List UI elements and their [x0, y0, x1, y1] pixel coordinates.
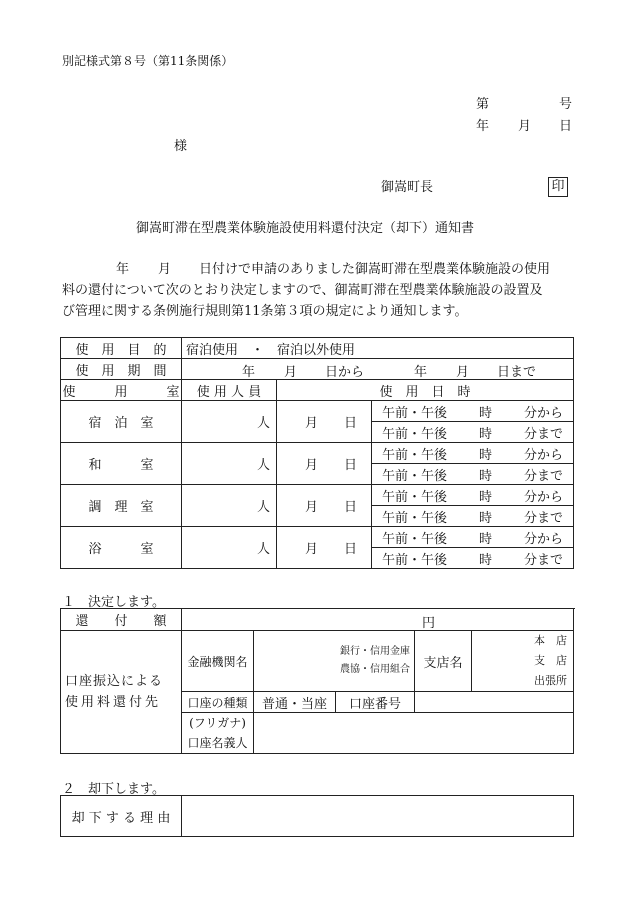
ampm-label: 午前・午後: [382, 426, 448, 442]
refund-amount-row: [61, 609, 574, 631]
hour-unit: 時: [478, 531, 492, 547]
time-from[interactable]: [372, 443, 574, 464]
time-to[interactable]: [372, 548, 574, 569]
date-month-unit: 月: [305, 458, 319, 473]
account-type-value: 普通・当座: [254, 692, 336, 713]
room-date[interactable]: [277, 485, 372, 527]
time-to[interactable]: [372, 464, 574, 485]
furigana-label: (フリガナ): [189, 716, 246, 730]
room-name: 浴 室: [61, 527, 182, 569]
people-unit: 人: [256, 416, 270, 431]
bank-types-2: 農協・信用組合: [340, 664, 410, 675]
body-line2: 料の還付について次のとおり決定しますので、御嵩町滞在型農業体験施設の設置及: [62, 283, 543, 298]
hour-unit: 時: [478, 405, 492, 421]
hour-unit: 時: [478, 510, 492, 526]
ampm-label: 午前・午後: [382, 489, 448, 505]
account-number-label: 口座番号: [336, 692, 415, 713]
usage-table: [60, 337, 574, 401]
refund-table: [60, 608, 574, 754]
hour-unit: 時: [478, 447, 492, 463]
from-label: 分から: [523, 489, 563, 505]
document-title: 御嵩町滞在型農業体験施設使用料還付決定（却下）通知書: [136, 221, 475, 236]
period-month-2: 月: [456, 365, 470, 380]
seal-text: 印: [548, 177, 568, 197]
holder-field[interactable]: [254, 713, 574, 754]
room-header: 使 用 室: [61, 380, 182, 401]
ampm-label: 午前・午後: [382, 468, 448, 484]
to-label: 分まで: [523, 426, 563, 442]
date-month-unit: 月: [305, 542, 319, 557]
bank-types-1: 銀行・信用金庫: [340, 646, 410, 657]
hour-unit: 時: [478, 552, 492, 568]
account-label: [61, 631, 182, 754]
ampm-label: 午前・午後: [382, 405, 448, 421]
period-from: 日から: [325, 365, 365, 380]
period-value: [182, 359, 574, 380]
room-rows-table: [60, 400, 574, 569]
date-day-unit: 日: [343, 458, 357, 473]
period-row: [61, 359, 574, 380]
room-people[interactable]: [182, 401, 277, 443]
date-month: 月: [518, 119, 532, 134]
ampm-label: 午前・午後: [382, 447, 448, 463]
date-day-unit: 日: [343, 542, 357, 557]
room-name: 調 理 室: [61, 485, 182, 527]
time-to[interactable]: [372, 506, 574, 527]
date-day: 日: [559, 119, 573, 134]
branch-name-field[interactable]: [472, 631, 574, 692]
people-unit: 人: [256, 458, 270, 473]
header-row: [61, 380, 574, 401]
time-from[interactable]: [372, 485, 574, 506]
room-people[interactable]: [182, 485, 277, 527]
people-header: 使 用 人 員: [182, 380, 277, 401]
date-day-unit: 日: [343, 416, 357, 431]
branch-name-label: 支店名: [415, 631, 472, 692]
purpose-row: [61, 338, 574, 359]
rejection-row: [61, 796, 574, 837]
people-unit: 人: [256, 500, 270, 515]
period-year-1: 年: [242, 365, 256, 380]
to-label: 分まで: [523, 510, 563, 526]
period-year-2: 年: [414, 365, 428, 380]
date-day-unit: 日: [343, 500, 357, 515]
room-row: [61, 401, 574, 422]
to-label: 分まで: [523, 468, 563, 484]
ampm-label: 午前・午後: [382, 552, 448, 568]
room-date[interactable]: [277, 443, 372, 485]
form-number: 別記様式第８号（第11条関係）: [62, 54, 234, 68]
branch-type-main: 本 店: [534, 634, 567, 647]
date-month-unit: 月: [305, 500, 319, 515]
period-month-1: 月: [284, 365, 298, 380]
body-line3: び管理に関する条例施行規則第11条第３項の規定により通知します。: [62, 304, 468, 319]
body-line1: 日付けで申請のありました御嵩町滞在型農業体験施設の使用: [199, 262, 551, 277]
rejection-reason-field[interactable]: [182, 796, 574, 837]
ampm-label: 午前・午後: [382, 510, 448, 526]
room-row: [61, 443, 574, 464]
room-row: [61, 485, 574, 506]
recipient-sama: 様: [174, 139, 188, 154]
refund-amount-value: [182, 609, 574, 631]
refund-amount-label: 還 付 額: [61, 609, 182, 631]
people-unit: 人: [256, 542, 270, 557]
room-people[interactable]: [182, 443, 277, 485]
hour-unit: 時: [478, 468, 492, 484]
date-year: 年: [476, 119, 490, 134]
ampm-label: 午前・午後: [382, 531, 448, 547]
time-to[interactable]: [372, 422, 574, 443]
room-row: [61, 527, 574, 548]
room-date[interactable]: [277, 527, 372, 569]
body-month: 月: [158, 262, 172, 277]
holder-label: 口座名義人: [187, 736, 248, 750]
room-name: 和 室: [61, 443, 182, 485]
number-gou: 号: [559, 97, 573, 112]
bank-name-label: 金融機関名: [182, 631, 254, 692]
rejection-reason-label: 却 下 す る 理 由: [61, 796, 182, 837]
hour-unit: 時: [478, 426, 492, 442]
date-month-unit: 月: [305, 416, 319, 431]
body-year: 年: [116, 262, 130, 277]
yen-unit: 円: [422, 616, 436, 631]
period-to: 日まで: [497, 365, 537, 380]
bank-name-field[interactable]: [254, 631, 415, 692]
seal-box: [548, 175, 568, 197]
time-from[interactable]: [372, 527, 574, 548]
time-from[interactable]: [372, 401, 574, 422]
account-type-label: 口座の種類: [182, 692, 254, 713]
from-label: 分から: [523, 531, 563, 547]
section2-heading: ２ 却下します。: [62, 782, 165, 797]
rejection-table: [60, 795, 574, 837]
account-number-field[interactable]: [415, 692, 574, 713]
purpose-value: 宿泊使用 ・ 宿泊以外使用: [182, 338, 574, 359]
room-date[interactable]: [277, 401, 372, 443]
bank-row: [61, 631, 574, 692]
branch-type-branch: 支 店: [534, 654, 567, 667]
holder-label-cell: [182, 713, 254, 754]
account-label-line1: 口座振込による: [65, 674, 164, 689]
from-label: 分から: [523, 405, 563, 421]
section1-heading: １ 決定します。: [62, 595, 165, 610]
room-people[interactable]: [182, 527, 277, 569]
branch-type-office: 出張所: [534, 674, 567, 687]
to-label: 分まで: [523, 552, 563, 568]
account-label-line2: 使用料還付先: [65, 695, 162, 710]
from-label: 分から: [523, 447, 563, 463]
room-name: 宿 泊 室: [61, 401, 182, 443]
hour-unit: 時: [478, 489, 492, 505]
purpose-label: 使 用 目 的: [61, 338, 182, 359]
issuer-name: 御嵩町長: [381, 180, 434, 195]
datetime-header: 使 用 日 時: [277, 380, 574, 401]
period-label: 使 用 期 間: [61, 359, 182, 380]
number-dai: 第: [476, 97, 490, 112]
